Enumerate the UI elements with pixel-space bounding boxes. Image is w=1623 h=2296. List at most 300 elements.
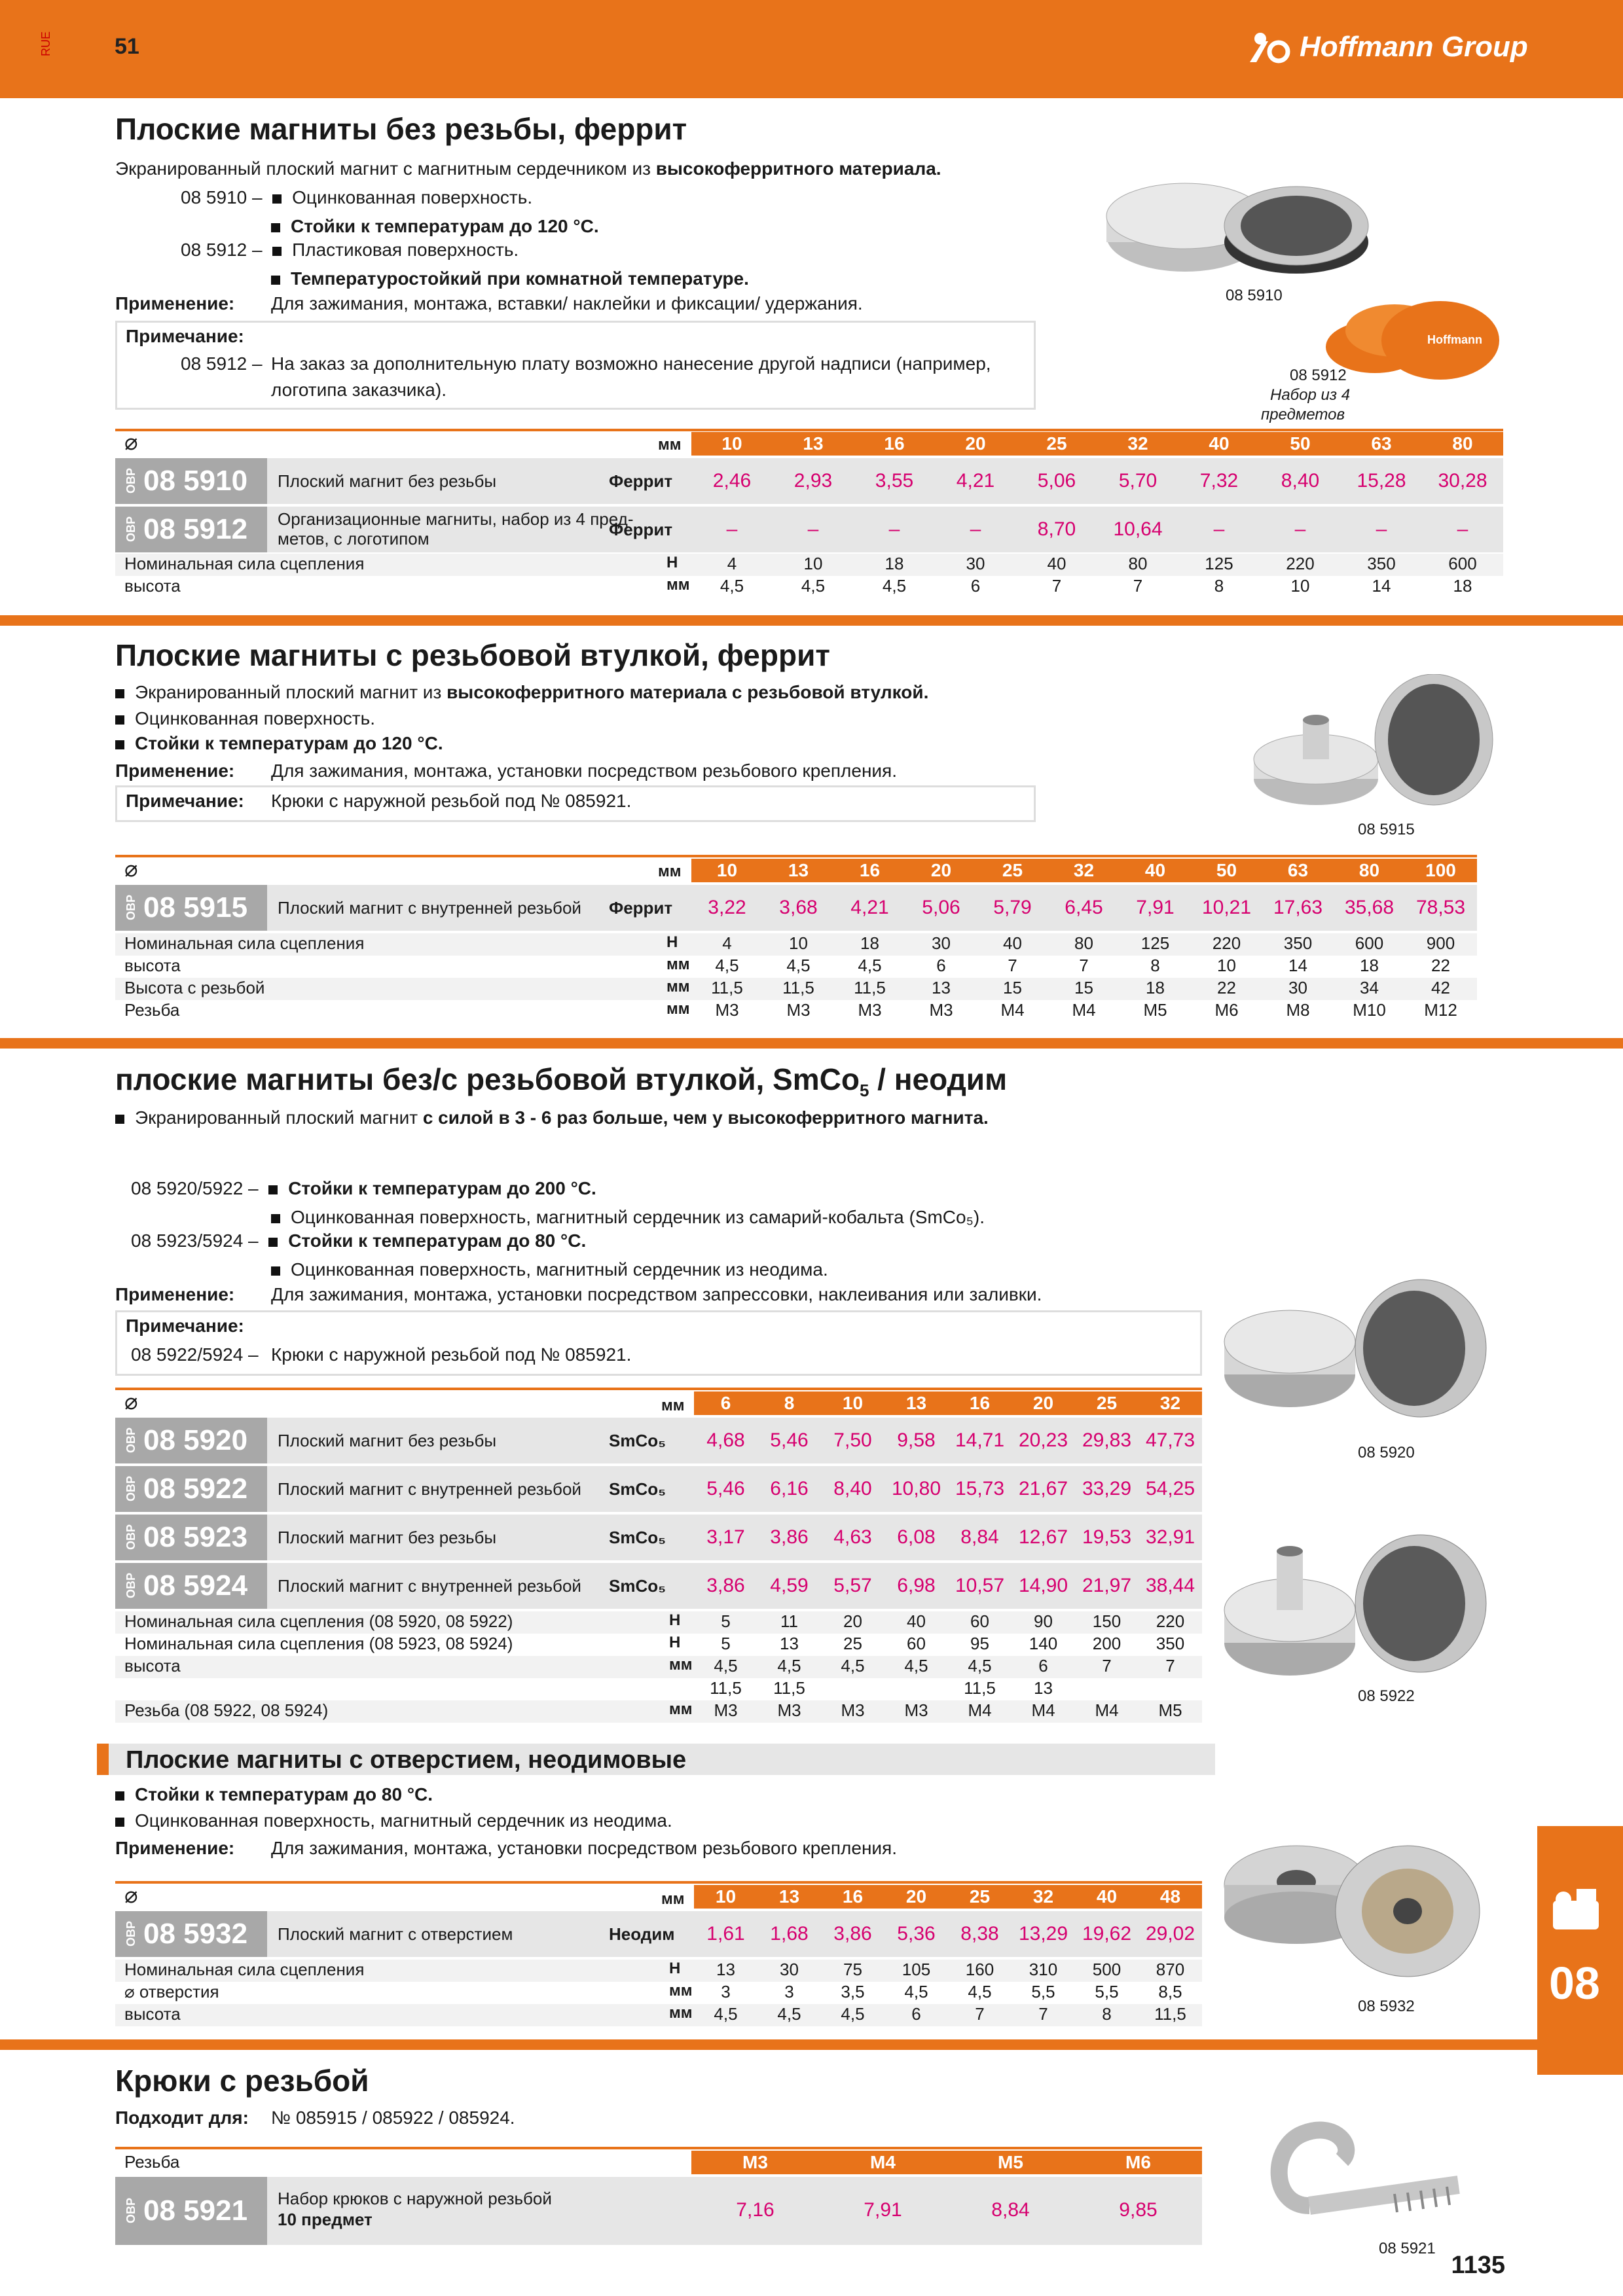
price-cell[interactable]: 7,50 bbox=[833, 1429, 872, 1451]
chapter-tab[interactable] bbox=[1537, 1826, 1623, 2075]
spec-value: 42 bbox=[1431, 978, 1450, 997]
spec-value: 160 bbox=[965, 1960, 994, 1979]
s2-bullet1: Экранированный плоский магнит из высокоферритного материала с резьбовой втулкой. bbox=[115, 681, 928, 704]
s1-intro: Экранированный плоский магнит с магнитным сердечником из высокоферритного материала. bbox=[115, 158, 941, 179]
s3-mm-unit: мм bbox=[661, 1397, 685, 1414]
caption-085912-set2: предметов bbox=[1261, 406, 1345, 423]
s3-bullet1: Экранированный плоский магнит с силой в 3 - 6 раз больше, чем у высокоферритного магнита. bbox=[115, 1106, 989, 1130]
article-row[interactable]: OBP 08 5920 bbox=[115, 1418, 267, 1463]
s3-note-text: Крюки с наружной резьбой под № 085921. bbox=[271, 1344, 632, 1365]
spec-value: M3 bbox=[714, 1700, 738, 1720]
price-cell[interactable]: 7,16 bbox=[736, 2199, 775, 2221]
price-cell[interactable]: 2,46 bbox=[712, 470, 752, 492]
spec-value: 22 bbox=[1431, 956, 1450, 975]
material: SmCo₅ bbox=[609, 1576, 666, 1596]
spec-value: 25 bbox=[843, 1634, 862, 1653]
spec-value: 7 bbox=[975, 2004, 985, 2024]
price-cell[interactable]: 8,40 bbox=[1281, 470, 1320, 492]
s1-mm-unit: мм bbox=[658, 436, 682, 454]
price-cell[interactable]: 19,62 bbox=[1082, 1923, 1132, 1945]
price-cell[interactable]: 10,21 bbox=[1201, 897, 1252, 918]
product-name-085910: Плоский магнит без резьбы bbox=[278, 471, 497, 491]
size-cell: 16 bbox=[859, 860, 881, 880]
spec-value: 8 bbox=[1150, 956, 1160, 975]
size-cell: 80 bbox=[1452, 433, 1473, 454]
price-cell[interactable]: 17,63 bbox=[1273, 897, 1323, 918]
price-cell[interactable]: 78,53 bbox=[1415, 897, 1466, 918]
spec-value: 200 bbox=[1092, 1634, 1122, 1653]
spec-label: высота bbox=[124, 2004, 181, 2024]
product-name-085932: Плоский магнит с отверстием bbox=[278, 1924, 513, 1944]
spec-value: 4,5 bbox=[841, 2004, 865, 2024]
price-cell[interactable]: 14,71 bbox=[955, 1429, 1005, 1451]
spec-value: 18 bbox=[1453, 576, 1472, 596]
material-085912: Феррит bbox=[609, 520, 673, 539]
price-cell[interactable]: 8,84 bbox=[960, 1526, 999, 1548]
size-cell: 25 bbox=[969, 1886, 991, 1907]
price-cell[interactable]: 6,98 bbox=[897, 1575, 936, 1596]
spec-label: Высота с резьбой bbox=[124, 978, 265, 997]
spec-value: M3 bbox=[786, 1000, 811, 1020]
product-name-085912-l1: Организационные магниты, набор из 4 пред- bbox=[278, 509, 634, 529]
price-cell[interactable]: 10,80 bbox=[891, 1478, 941, 1499]
price-cell[interactable]: 5,70 bbox=[1118, 470, 1158, 492]
section3-title: плоские магниты без/с резьбовой втулкой, SmCo$_5$ / неодим bbox=[115, 1062, 1008, 1101]
price-cell[interactable]: 5,06 bbox=[922, 897, 960, 918]
spec-value: 30 bbox=[966, 554, 985, 573]
price-cell[interactable]: 8,40 bbox=[833, 1478, 872, 1499]
spec-value: 20 bbox=[843, 1611, 862, 1631]
price-cell[interactable]: 3,22 bbox=[708, 897, 746, 918]
spec-value: 220 bbox=[1212, 933, 1241, 953]
spec-value: 220 bbox=[1286, 554, 1315, 573]
article-row[interactable]: OBP 08 5923 bbox=[115, 1515, 267, 1560]
spec-value: M3 bbox=[858, 1000, 882, 1020]
spec-unit: Н bbox=[666, 933, 678, 951]
product-name: Плоский магнит с внутренней резьбой bbox=[278, 1576, 581, 1596]
spec-unit: Н bbox=[669, 1611, 681, 1629]
spec-value: 60 bbox=[907, 1634, 926, 1653]
size-cell: M3 bbox=[742, 2152, 768, 2172]
article-row[interactable]: OBP 08 5922 bbox=[115, 1466, 267, 1512]
spec-value: 14 bbox=[1288, 956, 1307, 975]
s1-line2: Стойки к температурам до 120 °C. bbox=[271, 215, 599, 238]
spec-value: 10 bbox=[789, 933, 808, 953]
top-bar bbox=[0, 0, 1623, 98]
s4-table-topline bbox=[115, 1881, 1202, 1884]
product-name-085921: Набор крюков с наружной резьбой bbox=[278, 2189, 552, 2208]
caption-085921: 08 5921 bbox=[1379, 2240, 1436, 2257]
price-cell[interactable]: 3,86 bbox=[706, 1575, 745, 1596]
size-cell: 32 bbox=[1032, 1886, 1054, 1907]
s3-line2: Оцинкованная поверхность, магнитный сердечник из самарий-кобальта (SmCo₅). bbox=[271, 1206, 985, 1229]
spec-value: 80 bbox=[1128, 554, 1148, 573]
price-cell[interactable]: 5,79 bbox=[993, 897, 1032, 918]
spec-value: 5 bbox=[721, 1611, 731, 1631]
article-085915[interactable]: OBP 08 5915 bbox=[115, 885, 267, 931]
product-qty-085921: 10 предмет bbox=[278, 2210, 373, 2229]
size-cell: M5 bbox=[998, 2152, 1023, 2172]
price-cell[interactable]: 7,91 bbox=[864, 2199, 902, 2221]
page-number-right: 1135 bbox=[1451, 2251, 1505, 2279]
spec-value: 60 bbox=[970, 1611, 989, 1631]
price-cell[interactable]: 8,38 bbox=[960, 1923, 999, 1945]
spec-value: 4,5 bbox=[714, 2004, 738, 2024]
material-085915: Феррит bbox=[609, 898, 673, 918]
price-cell[interactable]: 10,64 bbox=[1113, 518, 1163, 540]
product-name: Плоский магнит без резьбы bbox=[278, 1528, 497, 1547]
spec-label: Номинальная сила сцепления (08 5923, 08 5924) bbox=[124, 1634, 513, 1653]
spec-value: 30 bbox=[932, 933, 951, 953]
article-085912[interactable]: OBP 08 5912 bbox=[115, 507, 267, 552]
spec-value: 11,5 bbox=[1154, 2004, 1186, 2024]
size-cell: M4 bbox=[870, 2152, 896, 2172]
size-cell: 10 bbox=[721, 433, 742, 454]
price-cell[interactable]: – bbox=[888, 518, 900, 540]
spec-value: M5 bbox=[1143, 1000, 1167, 1020]
price-cell[interactable]: 8,84 bbox=[991, 2199, 1030, 2221]
spec-value: 11,5 bbox=[773, 1678, 805, 1698]
price-cell[interactable]: – bbox=[726, 518, 738, 540]
spec-value: 310 bbox=[1029, 1960, 1058, 1979]
price-cell[interactable]: 19,53 bbox=[1082, 1526, 1132, 1548]
s5-fits-text: № 085915 / 085922 / 085924. bbox=[271, 2108, 515, 2128]
spec-value: M3 bbox=[841, 1700, 865, 1720]
product-name-085915: Плоский магнит с внутренней резьбой bbox=[278, 898, 581, 918]
spec-value: 4,5 bbox=[841, 1656, 865, 1676]
spec-unit: мм bbox=[666, 978, 690, 996]
spec-unit: Н bbox=[669, 1634, 681, 1651]
spec-value: 10 bbox=[803, 554, 823, 573]
size-cell: 13 bbox=[905, 1393, 927, 1413]
spec-label: Резьба bbox=[124, 1000, 180, 1020]
spec-label: Номинальная сила сцепления (08 5920, 08 5922) bbox=[124, 1611, 513, 1631]
size-cell: 10 bbox=[842, 1393, 864, 1413]
size-cell: 13 bbox=[778, 1886, 800, 1907]
spec-value: 4,5 bbox=[786, 956, 811, 975]
brand-name: Hoffmann Group bbox=[1300, 31, 1528, 63]
spec-value: M3 bbox=[715, 1000, 739, 1020]
material: SmCo₅ bbox=[609, 1528, 666, 1547]
spec-value: M5 bbox=[1158, 1700, 1182, 1720]
spec-value: 350 bbox=[1367, 554, 1396, 573]
price-cell[interactable]: 5,57 bbox=[833, 1575, 872, 1596]
spec-label: ⌀ отверстия bbox=[124, 1982, 219, 2001]
spec-value: 11,5 bbox=[711, 978, 743, 997]
svg-text:Hoffmann: Hoffmann bbox=[1427, 333, 1482, 346]
s4-diameter-symbol: ⌀ bbox=[124, 1883, 138, 1908]
spec-unit: мм bbox=[669, 1982, 693, 2000]
price-cell[interactable]: 15,28 bbox=[1357, 470, 1406, 492]
price-cell[interactable]: 5,36 bbox=[897, 1923, 936, 1945]
s1-note-code: 08 5912 – bbox=[181, 353, 263, 374]
size-cell: 40 bbox=[1096, 1886, 1118, 1907]
price-cell[interactable]: 47,73 bbox=[1145, 1429, 1195, 1451]
price-cell[interactable]: 4,21 bbox=[850, 897, 889, 918]
spec-value: 11,5 bbox=[782, 978, 814, 997]
s2-note-text: Крюки с наружной резьбой под № 085921. bbox=[271, 791, 632, 811]
s2-app-label: Применение: bbox=[115, 761, 235, 781]
s4-bullet2: Оцинкованная поверхность, магнитный сердечник из неодима. bbox=[115, 1809, 672, 1833]
price-cell[interactable]: 5,46 bbox=[706, 1478, 745, 1499]
price-cell[interactable]: 2,93 bbox=[793, 470, 833, 492]
price-cell[interactable]: 12,67 bbox=[1018, 1526, 1068, 1548]
price-cell[interactable]: 6,16 bbox=[770, 1478, 809, 1499]
spec-value: 5 bbox=[721, 1634, 731, 1653]
caption-085910: 08 5910 bbox=[1226, 287, 1283, 304]
price-cell[interactable]: 1,61 bbox=[706, 1923, 745, 1945]
s3-diameter-symbol: ⌀ bbox=[124, 1390, 138, 1414]
spec-value: 30 bbox=[1288, 978, 1307, 997]
spec-value: 4,5 bbox=[882, 576, 907, 596]
size-cell: 16 bbox=[884, 433, 905, 454]
size-cell: 50 bbox=[1290, 433, 1311, 454]
spec-value: M3 bbox=[777, 1700, 801, 1720]
spec-unit: мм bbox=[666, 576, 690, 594]
price-cell[interactable]: – bbox=[1213, 518, 1225, 540]
price-cell[interactable]: 5,46 bbox=[770, 1429, 809, 1451]
size-cell: 48 bbox=[1159, 1886, 1181, 1907]
spec-value: 75 bbox=[843, 1960, 862, 1979]
size-cell: 16 bbox=[842, 1886, 864, 1907]
size-cell: 25 bbox=[1096, 1393, 1118, 1413]
spec-value: 4,5 bbox=[968, 1656, 992, 1676]
spec-value: 18 bbox=[1360, 956, 1379, 975]
s2-table-topline bbox=[115, 855, 1477, 857]
caption-085922: 08 5922 bbox=[1358, 1687, 1415, 1705]
price-cell[interactable]: 6,08 bbox=[897, 1526, 936, 1548]
spec-value: 6 bbox=[936, 956, 946, 975]
s3-note-code: 08 5922/5924 – bbox=[131, 1344, 259, 1365]
article-085932[interactable]: OBP 08 5932 bbox=[115, 1911, 267, 1957]
size-cell: M6 bbox=[1125, 2152, 1151, 2172]
price-cell[interactable]: 9,58 bbox=[897, 1429, 936, 1451]
spec-value: M4 bbox=[1031, 1700, 1055, 1720]
price-cell[interactable]: 29,83 bbox=[1082, 1429, 1132, 1451]
spec-value: 11,5 bbox=[710, 1678, 742, 1698]
size-cell: 25 bbox=[1002, 860, 1023, 880]
spec-value: 900 bbox=[1426, 933, 1455, 953]
caption-085915: 08 5915 bbox=[1358, 821, 1415, 838]
price-cell[interactable]: – bbox=[970, 518, 981, 540]
price-cell[interactable]: 15,73 bbox=[955, 1478, 1005, 1499]
brand-logo bbox=[1247, 27, 1528, 67]
size-cell: 80 bbox=[1359, 860, 1380, 880]
size-cell: 20 bbox=[930, 860, 952, 880]
s1-line1: 08 5910 – Оцинкованная поверхность. bbox=[181, 187, 533, 207]
price-cell[interactable]: 20,23 bbox=[1018, 1429, 1068, 1451]
s4-app-label: Применение: bbox=[115, 1838, 235, 1858]
price-cell[interactable]: 4,63 bbox=[833, 1526, 872, 1548]
s3-app-label: Применение: bbox=[115, 1284, 235, 1304]
article-row[interactable]: OBP 08 5924 bbox=[115, 1563, 267, 1609]
spec-value: M4 bbox=[968, 1700, 992, 1720]
product-image-085932 bbox=[1218, 1813, 1493, 1990]
product-name: Плоский магнит с внутренней резьбой bbox=[278, 1479, 581, 1499]
size-cell: 63 bbox=[1287, 860, 1309, 880]
price-cell[interactable]: 7,91 bbox=[1136, 897, 1175, 918]
spec-label: высота bbox=[124, 1656, 181, 1676]
spec-value: M10 bbox=[1353, 1000, 1386, 1020]
spec-value: 220 bbox=[1156, 1611, 1185, 1631]
spec-value: 7 bbox=[1102, 1656, 1112, 1676]
spec-value: M12 bbox=[1424, 1000, 1457, 1020]
spec-label: Номинальная сила сцепления bbox=[124, 1960, 365, 1979]
material-085910: Феррит bbox=[609, 471, 673, 491]
size-cell: 13 bbox=[803, 433, 824, 454]
page-number-left: 51 bbox=[115, 34, 139, 59]
price-cell[interactable]: 30,28 bbox=[1438, 470, 1487, 492]
s3-line1: 08 5920/5922 – Стойки к температурам до 200 °C. bbox=[131, 1178, 596, 1198]
size-cell: 40 bbox=[1144, 860, 1166, 880]
spec-value: 500 bbox=[1092, 1960, 1122, 1979]
spec-value: 8 bbox=[1214, 576, 1224, 596]
spec-value: 4,5 bbox=[777, 1656, 801, 1676]
price-cell[interactable]: – bbox=[1457, 518, 1468, 540]
price-cell[interactable]: 5,06 bbox=[1037, 470, 1076, 492]
language-code: RUE bbox=[39, 31, 52, 57]
price-cell[interactable]: 21,67 bbox=[1018, 1478, 1068, 1499]
product-image-085912 bbox=[1322, 268, 1506, 393]
price-cell[interactable]: 13,29 bbox=[1018, 1923, 1068, 1945]
article-085910[interactable]: OBP 08 5910 bbox=[115, 458, 267, 504]
spec-value: 7 bbox=[1038, 2004, 1048, 2024]
price-cell[interactable]: 21,97 bbox=[1082, 1575, 1132, 1596]
s4-mm-unit: мм bbox=[661, 1890, 685, 1908]
price-cell[interactable]: 54,25 bbox=[1145, 1478, 1195, 1499]
price-cell[interactable]: 29,02 bbox=[1145, 1923, 1195, 1945]
spec-label: Резьба (08 5922, 08 5924) bbox=[124, 1700, 329, 1720]
s4-app-text: Для зажимания, монтажа, установки посредством резьбового крепления. bbox=[271, 1838, 897, 1858]
s3-table-topline bbox=[115, 1388, 1202, 1390]
size-cell: 100 bbox=[1425, 860, 1456, 880]
material: SmCo₅ bbox=[609, 1431, 666, 1450]
s4-bullet1: Стойки к температурам до 80 °C. bbox=[115, 1783, 433, 1806]
spec-value: 125 bbox=[1205, 554, 1233, 573]
price-cell[interactable]: 3,55 bbox=[875, 470, 914, 492]
size-cell: 20 bbox=[965, 433, 986, 454]
spec-value: 8,5 bbox=[1158, 1982, 1182, 2001]
price-cell[interactable]: 3,68 bbox=[779, 897, 818, 918]
spec-value: 4,5 bbox=[858, 956, 882, 975]
spec-value: 3 bbox=[721, 1982, 731, 2001]
s1-note-line2: логотипа заказчика). bbox=[271, 380, 447, 400]
price-cell[interactable]: 33,29 bbox=[1082, 1478, 1132, 1499]
product-image-085922 bbox=[1218, 1512, 1493, 1682]
hoffmann-logo-icon bbox=[1247, 29, 1293, 65]
price-cell[interactable]: – bbox=[1376, 518, 1387, 540]
spec-value: 34 bbox=[1360, 978, 1379, 997]
price-cell[interactable]: 8,70 bbox=[1037, 518, 1076, 540]
price-cell[interactable]: 9,85 bbox=[1119, 2199, 1158, 2221]
spec-value: 150 bbox=[1092, 1611, 1122, 1631]
s3-note-label: Примечание: bbox=[126, 1316, 244, 1336]
price-cell[interactable]: – bbox=[1294, 518, 1306, 540]
price-cell[interactable]: – bbox=[807, 518, 819, 540]
price-cell[interactable]: 4,59 bbox=[770, 1575, 809, 1596]
separator-3 bbox=[0, 2039, 1537, 2050]
size-cell: 10 bbox=[716, 860, 738, 880]
price-cell[interactable]: 32,91 bbox=[1145, 1526, 1195, 1548]
size-cell: 40 bbox=[1209, 433, 1230, 454]
caption-085920: 08 5920 bbox=[1358, 1444, 1415, 1462]
spec-value: 18 bbox=[860, 933, 879, 953]
price-cell[interactable]: 3,17 bbox=[706, 1526, 745, 1548]
price-cell[interactable]: 3,86 bbox=[833, 1923, 872, 1945]
spec-unit: Н bbox=[666, 554, 678, 571]
caption-085932: 08 5932 bbox=[1358, 1998, 1415, 2015]
spec-label: высота bbox=[124, 956, 181, 975]
spec-value: 4,5 bbox=[904, 1982, 928, 2001]
caption-085912-set: Набор из 4 bbox=[1270, 386, 1351, 404]
price-cell[interactable]: 14,90 bbox=[1018, 1575, 1068, 1596]
size-cell: 25 bbox=[1046, 433, 1067, 454]
price-cell[interactable]: 1,68 bbox=[770, 1923, 809, 1945]
spec-unit: Н bbox=[669, 1960, 681, 1977]
price-cell[interactable]: 4,21 bbox=[956, 470, 995, 492]
size-cell: 20 bbox=[1032, 1393, 1054, 1413]
price-cell[interactable]: 10,57 bbox=[955, 1575, 1005, 1596]
spec-value: 7 bbox=[1133, 576, 1143, 596]
spec-value: 11 bbox=[780, 1611, 798, 1631]
section5-title: Крюки с резьбой bbox=[115, 2064, 369, 2098]
spec-value: 350 bbox=[1156, 1634, 1185, 1653]
spec-value: 15 bbox=[1074, 978, 1093, 997]
separator-2 bbox=[0, 1038, 1623, 1049]
spec-value: 4,5 bbox=[715, 956, 739, 975]
section4-title: Плоские магниты с отверстием, неодимовые bbox=[126, 1746, 687, 1774]
spec-value: 8 bbox=[1102, 2004, 1112, 2024]
spec-value: 5,5 bbox=[1095, 1982, 1119, 2001]
spec-value: 13 bbox=[932, 978, 951, 997]
spec-value: M8 bbox=[1286, 1000, 1310, 1020]
spec-value: 30 bbox=[780, 1960, 799, 1979]
spec-label: высота bbox=[124, 576, 181, 596]
s2-diameter-symbol: ⌀ bbox=[124, 857, 138, 882]
s5-thread-label: Резьба bbox=[124, 2152, 180, 2172]
size-cell: 32 bbox=[1159, 1393, 1181, 1413]
price-cell[interactable]: 4,68 bbox=[706, 1429, 745, 1451]
price-cell[interactable]: 35,68 bbox=[1344, 897, 1395, 918]
spec-value: 105 bbox=[902, 1960, 931, 1979]
spec-value: 4 bbox=[722, 933, 732, 953]
price-cell[interactable]: 7,32 bbox=[1199, 470, 1239, 492]
price-cell[interactable]: 3,86 bbox=[770, 1526, 809, 1548]
spec-value: 4 bbox=[727, 554, 737, 573]
s2-app-text: Для зажимания, монтажа, установки посредством резьбового крепления. bbox=[271, 761, 897, 781]
spec-value: M4 bbox=[1000, 1000, 1025, 1020]
spec-value: M4 bbox=[1095, 1700, 1119, 1720]
product-image-085915 bbox=[1250, 674, 1499, 825]
product-image-085920 bbox=[1218, 1276, 1493, 1427]
article-085921[interactable]: OBP 08 5921 bbox=[115, 2177, 267, 2245]
price-cell[interactable]: 38,44 bbox=[1145, 1575, 1195, 1596]
s1-note-label: Примечание: bbox=[126, 326, 244, 346]
price-cell[interactable]: 6,45 bbox=[1065, 897, 1103, 918]
spec-unit: мм bbox=[669, 1700, 693, 1718]
spec-value: 4,5 bbox=[720, 576, 744, 596]
spec-value: 11,5 bbox=[854, 978, 886, 997]
size-cell: 13 bbox=[788, 860, 809, 880]
section1-title: Плоские магниты без резьбы, феррит bbox=[115, 112, 687, 146]
s2-mm-unit: мм bbox=[658, 863, 682, 880]
product-name: Плоский магнит без резьбы bbox=[278, 1431, 497, 1450]
spec-unit: мм bbox=[669, 2004, 693, 2022]
s1-app-text: Для зажимания, монтажа, вставки/ наклейки и фиксации/ удержания. bbox=[271, 293, 863, 314]
spec-value: 3 bbox=[784, 1982, 794, 2001]
spec-value: 600 bbox=[1448, 554, 1477, 573]
spec-value: 90 bbox=[1034, 1611, 1053, 1631]
